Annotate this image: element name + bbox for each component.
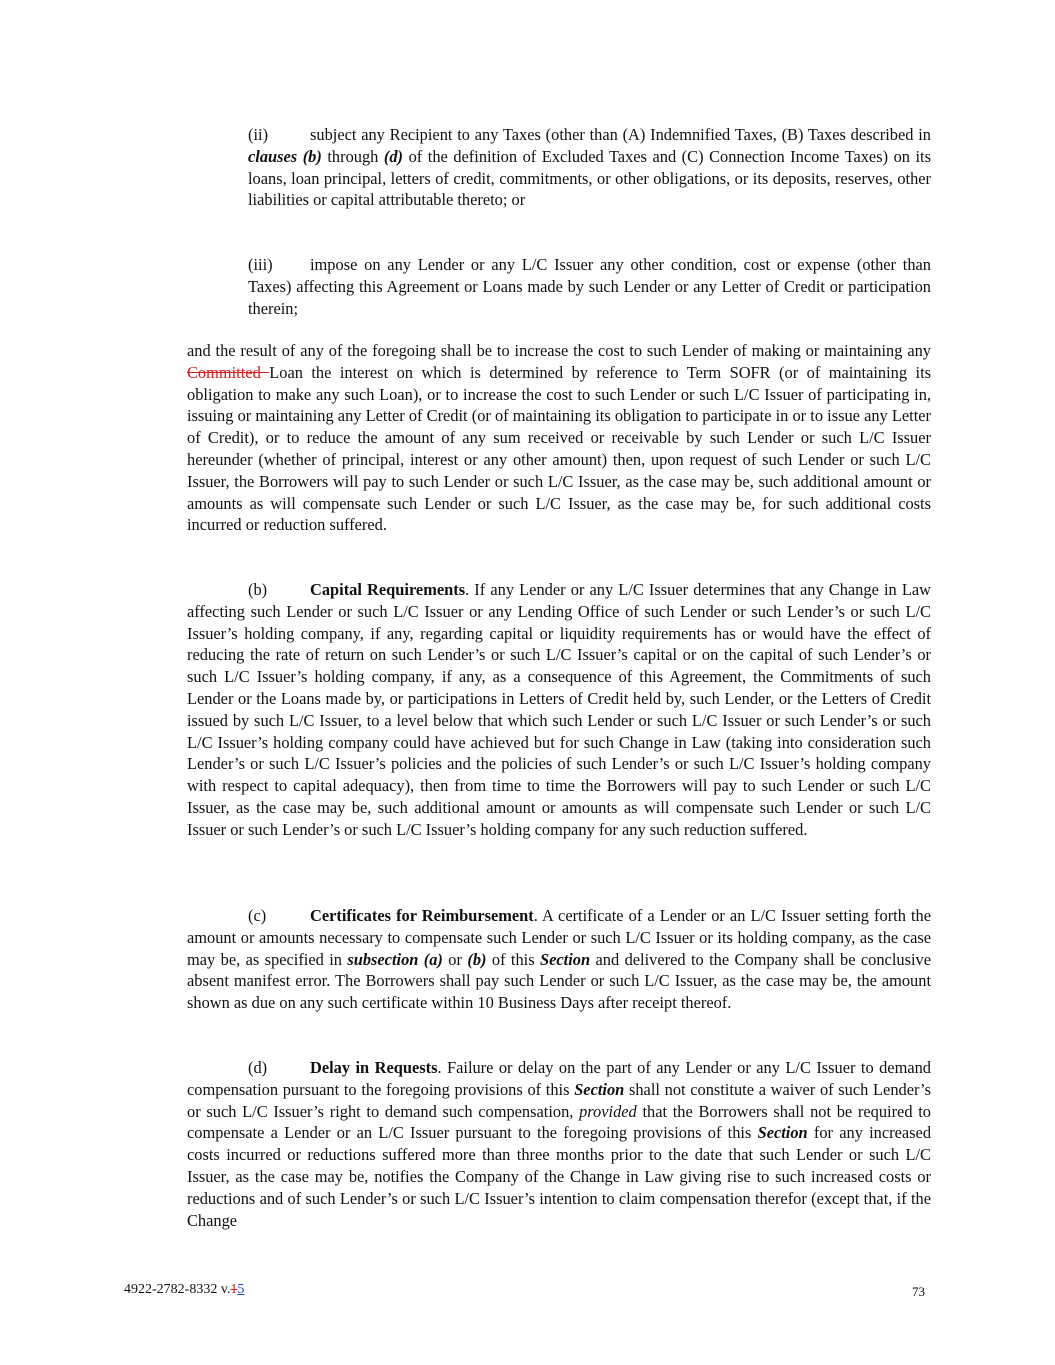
section-d-number: (d)	[248, 1058, 268, 1077]
clause-ii-text-3: of the definition of Excluded Taxes and (C) Connection Income Taxes) on its loans, loan principal, letters of credit, commitments, or other obligations, or its deposits, reserves, other liabilities or capital attributable thereto; or	[248, 146, 931, 210]
clause-iii	[248, 254, 931, 319]
version-deleted: 1	[230, 1282, 238, 1297]
result-text-1: and the result of any of the foregoing shall be to increase the cost to such Lender of making or maintaining any	[187, 341, 931, 360]
section-c-number: (c)	[248, 906, 267, 925]
section-c-ref-3: Section	[540, 949, 591, 969]
section-d-text-4: for any increased costs incurred or reductions suffered more than three months prior to the date that such Lender or such L/C Issuer, as the case may be, notifies the Company of the Change in Law giving rise to such increased costs or reductions and of such Lender’s or such L/C Issuer’s intention to claim compensation therefor (except that, if the Change	[187, 1123, 932, 1230]
section-c-text-4: and delivered to the Company shall be conclusive absent manifest error. The Borrowers shall pay such Lender or such L/C Issuer, as the case may be, the amount shown as due on any such certificate within 10 Business Days after receipt thereof.	[187, 949, 931, 1013]
section-d-ref-2: Section	[757, 1123, 808, 1143]
section-c-text-1: . A certificate of a Lender or an L/C Issuer setting forth the amount or amounts necessary to compensate such Lender or such L/C Issuer or its holding company, as the case may be, as specified in	[187, 906, 931, 969]
section-c-ref-1: subsection (a)	[347, 949, 443, 969]
section-d-ref-1: Section	[574, 1079, 625, 1099]
deleted-text-committed: Committed	[187, 362, 270, 382]
section-d-text-2: shall not constitute a waiver of such Lender’s or such L/C Issuer’s right to demand such compensation,	[187, 1079, 931, 1121]
section-c-text-3: of this	[486, 949, 541, 969]
section-c-heading: Certificates for Reimbursement	[310, 906, 534, 925]
clause-ii-ref-1: clauses (b)	[248, 146, 322, 166]
clause-iii-number: (iii)	[248, 255, 273, 274]
clause-ii-number: (ii)	[248, 125, 269, 144]
clause-ii-ref-2: (d)	[383, 146, 404, 166]
clause-ii-text-1: subject any Recipient to any Taxes (other than (A) Indemnified Taxes, (B) Taxes described in	[310, 125, 931, 144]
section-c	[187, 905, 931, 1014]
section-c-text-2: or	[442, 949, 468, 969]
result-paragraph	[187, 340, 931, 536]
section-b-text: . If any Lender or any L/C Issuer determines that any Change in Law affecting such Lender or such L/C Issuer or any Lending Office of such Lender or such Lender’s or such L/C Issuer’s holding company, if any, regarding capital or liquidity requirements has or would have the effect of reducing the rate of return on such Lender’s or such L/C Issuer’s capital or on the capital of such Lender’s or such L/C Issuer’s holding company, if any, as a consequence of this Agreement, the Commitments of such Lender or the Loans made by, or participations in Letters of Credit held by, such Lender, or the Letters of Credit issued by such L/C Issuer, to a level below that which such Lender or such L/C Issuer or such Lender’s or such L/C Issuer’s holding company could have achieved but for such Change in Law (taking into consideration such Lender’s or such L/C Issuer’s policies and the policies of such Lender’s or such L/C Issuer’s holding company with respect to capital adequacy), then from time to time the Borrowers will pay to such Lender or such L/C Issuer, as the case may be, such additional amount or amounts as will compensate such Lender or such L/C Issuer or such Lender’s or such L/C Issuer’s holding company for any such reduction suffered.	[187, 580, 931, 839]
result-text-2: Loan the interest on which is determined by reference to Term SOFR (or of maintaining its obligation to make any such Loan), or to increase the cost to such Lender or such L/C Issuer of participating in, issuing or maintaining any Letter of Credit (or of maintaining its obligation to participate in or to issue any Letter of Credit), or to reduce the amount of any sum received or receivable by such Lender or such L/C Issuer hereunder (whether of principal, interest or any other amount) then, upon request of such Lender or such L/C Issuer, the Borrowers will pay to such Lender or such L/C Issuer, as the case may be, such additional amount or amounts as will compensate such Lender or such L/C Issuer, as the case may be, for such additional costs incurred or reduction suffered.	[187, 362, 932, 535]
clause-ii-text-2: through	[321, 146, 384, 166]
document-id-footer	[124, 1282, 244, 1298]
document-id: 4922-2782-8332 v.	[124, 1282, 231, 1297]
page-number: 73	[912, 1284, 925, 1299]
section-d	[187, 1057, 931, 1231]
section-d-heading: Delay in Requests	[310, 1058, 438, 1077]
clause-ii	[248, 124, 931, 211]
section-b-heading: Capital Requirements	[310, 580, 466, 599]
section-b	[187, 579, 931, 841]
section-d-text-3: that the Borrowers shall not be required to compensate a Lender or an L/C Issuer pursuant to the foregoing provisions of this	[187, 1101, 931, 1143]
section-d-text-1: . Failure or delay on the part of any Lender or any L/C Issuer to demand compensation pursuant to the foregoing provisions of this	[187, 1058, 931, 1099]
clause-iii-text: impose on any Lender or any L/C Issuer any other condition, cost or expense (other than Taxes) affecting this Agreement or Loans made by such Lender or any Letter of Credit or participation therein;	[248, 255, 931, 318]
section-c-ref-2: (b)	[467, 949, 487, 969]
version-inserted: 5	[237, 1282, 245, 1297]
section-d-provided: provided	[579, 1101, 637, 1121]
section-b-number: (b)	[248, 580, 268, 599]
